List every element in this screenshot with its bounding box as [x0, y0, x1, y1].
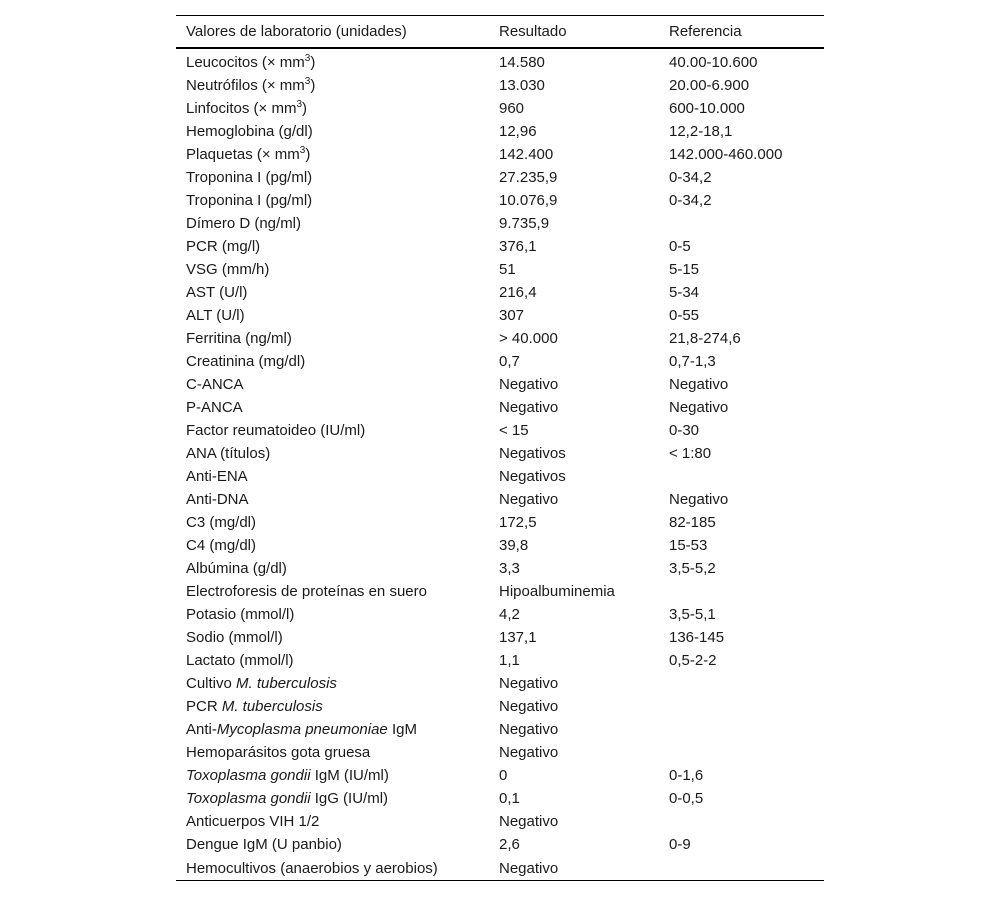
table-row [176, 626, 824, 649]
table-row [176, 488, 824, 511]
label-text: P-ANCA [186, 399, 243, 416]
table-row [176, 718, 824, 741]
table-row [176, 580, 824, 603]
lab-reference-range: 142.000-460.000 [669, 146, 783, 163]
lab-reference-range: 0,5-2-2 [669, 652, 717, 669]
lab-test-name [176, 327, 489, 350]
lab-result-value: Negativos [499, 445, 566, 462]
label-text: C3 (mg/dl) [186, 514, 257, 531]
italic-organism-name: Toxoplasma gondii [186, 790, 311, 807]
lab-test-name [176, 304, 489, 327]
lab-reference-range [659, 718, 824, 741]
lab-result-value: 10.076,9 [499, 192, 558, 209]
lab-result-value: 216,4 [499, 284, 537, 301]
lab-result-value: 0,1 [499, 790, 520, 807]
unit-superscript: 3 [304, 53, 311, 64]
label-text: AST (U/l) [186, 284, 248, 301]
table-row [176, 97, 824, 120]
table-row [176, 741, 824, 764]
lab-test-name [176, 626, 489, 649]
label-text: VSG (mm/h) [186, 261, 270, 278]
lab-test-name [176, 488, 489, 511]
lab-test-name [176, 787, 489, 810]
lab-reference-range: 0-1,6 [669, 767, 704, 784]
unit-superscript: 3 [296, 99, 303, 110]
lab-result-value: 376,1 [499, 238, 537, 255]
label-text: Lactato (mmol/l) [186, 652, 294, 669]
label-text: Potasio (mmol/l) [186, 606, 295, 623]
label-text: PCR [186, 698, 222, 715]
table-row [176, 48, 824, 74]
lab-result-value: Hipoalbuminemia [499, 583, 615, 600]
lab-test-name [176, 235, 489, 258]
label-text: ) [310, 77, 316, 94]
unit-superscript: 3 [299, 145, 306, 156]
label-text: Factor reumatoideo (IU/ml) [186, 422, 366, 439]
label-text: Ferritina (ng/ml) [186, 330, 292, 347]
lab-test-name [176, 350, 489, 373]
label-text: ) [305, 146, 311, 163]
lab-test-name [176, 833, 489, 856]
label-text: Albúmina (g/dl) [186, 560, 287, 577]
lab-result-value: Negativo [499, 376, 559, 393]
lab-result-value: 307 [499, 307, 525, 324]
label-text: Anti-DNA [186, 491, 249, 508]
lab-reference-range: 82-185 [669, 514, 716, 531]
label-text: Creatinina (mg/dl) [186, 353, 306, 370]
lab-result-value: Negativo [499, 675, 559, 692]
lab-test-name [176, 166, 489, 189]
label-text: IgM (IU/ml) [310, 767, 389, 784]
table-row [176, 350, 824, 373]
table-header-row [176, 16, 824, 49]
lab-result-value: Negativo [489, 856, 659, 881]
table-body [176, 48, 824, 881]
lab-reference-range [659, 580, 824, 603]
lab-result-value: 13.030 [499, 77, 545, 94]
lab-result-value: 4,2 [499, 606, 520, 623]
lab-result-value: 3,3 [499, 560, 520, 577]
lab-test-name [176, 465, 489, 488]
table-row [176, 235, 824, 258]
lab-reference-range [659, 672, 824, 695]
label-text: Anticuerpos VIH 1/2 [186, 813, 320, 830]
lab-test-name [176, 810, 489, 833]
lab-result-value: 9.735,9 [499, 215, 550, 232]
header-result: Resultado [499, 23, 567, 40]
lab-test-name [176, 534, 489, 557]
lab-test-name [176, 672, 489, 695]
lab-test-name [176, 718, 489, 741]
lab-reference-range [659, 212, 824, 235]
lab-values-table [176, 15, 824, 881]
lab-test-name [176, 442, 489, 465]
lab-reference-range: Negativo [669, 491, 729, 508]
label-text: Anti- [186, 721, 217, 738]
table-row [176, 212, 824, 235]
lab-result-value: < 15 [499, 422, 529, 439]
lab-test-name [176, 258, 489, 281]
lab-reference-range: < 1:80 [669, 445, 712, 462]
table-row [176, 810, 824, 833]
table-row [176, 419, 824, 442]
lab-result-value: 0,7 [499, 353, 520, 370]
label-text: ALT (U/l) [186, 307, 245, 324]
lab-reference-range [659, 695, 824, 718]
label-text: Dengue IgM (U panbio) [186, 836, 342, 853]
italic-organism-name: M. tuberculosis [221, 698, 323, 715]
label-text: Electroforesis de proteínas en suero [186, 583, 427, 600]
lab-reference-range: 20.00-6.900 [669, 77, 750, 94]
label-text: ANA (títulos) [186, 445, 271, 462]
lab-test-name [176, 695, 489, 718]
lab-test-name [176, 603, 489, 626]
lab-test-name [176, 856, 489, 881]
lab-reference-range: 136-145 [669, 629, 725, 646]
table-row [176, 833, 824, 856]
label-text: Sodio (mmol/l) [186, 629, 283, 646]
lab-test-name [176, 511, 489, 534]
table-row [176, 120, 824, 143]
lab-test-name [176, 373, 489, 396]
lab-result-value: 142.400 [499, 146, 554, 163]
label-text: Leucocitos (× mm [186, 54, 305, 71]
lab-result-value: 172,5 [499, 514, 537, 531]
table-row [176, 143, 824, 166]
table-row [176, 189, 824, 212]
lab-reference-range: 5-15 [669, 261, 700, 278]
lab-test-name [176, 419, 489, 442]
lab-test-name [176, 74, 489, 97]
italic-organism-name: Toxoplasma gondii [186, 767, 311, 784]
lab-test-name [176, 120, 489, 143]
lab-result-value: 14.580 [499, 54, 545, 71]
lab-test-name [176, 396, 489, 419]
lab-result-value: 12,96 [499, 123, 537, 140]
lab-result-value: 0 [499, 767, 508, 784]
lab-result-value: 1,1 [499, 652, 520, 669]
lab-test-name [176, 281, 489, 304]
lab-reference-range [659, 856, 824, 881]
lab-reference-range [659, 465, 824, 488]
lab-reference-range: 0-30 [669, 422, 700, 439]
table-row [176, 672, 824, 695]
lab-result-value: Negativos [499, 468, 566, 485]
lab-reference-range: 0-55 [669, 307, 700, 324]
lab-result-value: Negativo [499, 491, 559, 508]
label-text: Hemoglobina (g/dl) [186, 123, 313, 140]
lab-result-value: 2,6 [499, 836, 520, 853]
header-lab-values: Valores de laboratorio (unidades) [186, 23, 407, 40]
label-text: Hemocultivos (anaerobios y aerobios) [186, 859, 438, 877]
lab-reference-range: 3,5-5,1 [669, 606, 716, 623]
lab-test-name [176, 741, 489, 764]
lab-result-value: Negativo [499, 698, 559, 715]
table-row [176, 511, 824, 534]
lab-reference-range: 0-9 [669, 836, 691, 853]
lab-result-value: 137,1 [499, 629, 537, 646]
label-text: IgG (IU/ml) [310, 790, 389, 807]
lab-reference-range [659, 741, 824, 764]
lab-reference-range: 0,7-1,3 [669, 353, 716, 370]
table-row [176, 695, 824, 718]
lab-reference-range: 21,8-274,6 [669, 330, 741, 347]
lab-test-name [176, 189, 489, 212]
lab-test-name [176, 557, 489, 580]
table-row [176, 258, 824, 281]
lab-test-name [176, 580, 489, 603]
label-text: Cultivo [186, 675, 237, 692]
table-row [176, 856, 824, 881]
table-row [176, 764, 824, 787]
table-row [176, 166, 824, 189]
table-row [176, 534, 824, 557]
lab-reference-range: 5-34 [669, 284, 700, 301]
lab-test-name [176, 212, 489, 235]
table-row [176, 787, 824, 810]
lab-result-value: 39,8 [499, 537, 529, 554]
table-row [176, 74, 824, 97]
table-row [176, 557, 824, 580]
table-row [176, 396, 824, 419]
label-text: C-ANCA [186, 376, 244, 393]
lab-result-value: Negativo [499, 399, 559, 416]
label-text: ) [302, 100, 308, 117]
table-row [176, 327, 824, 350]
lab-result-value: Negativo [499, 721, 559, 738]
lab-test-name [176, 48, 489, 74]
table-row [176, 603, 824, 626]
lab-reference-range: 3,5-5,2 [669, 560, 716, 577]
lab-reference-range: 0-0,5 [669, 790, 704, 807]
label-text: Anti-ENA [186, 468, 248, 485]
lab-result-value: 51 [499, 261, 516, 278]
table-row [176, 281, 824, 304]
lab-result-value: Negativo [499, 813, 559, 830]
lab-reference-range [659, 810, 824, 833]
lab-reference-range: 0-5 [669, 238, 691, 255]
italic-organism-name: M. tuberculosis [236, 675, 337, 692]
table-row [176, 304, 824, 327]
lab-reference-range: 0-34,2 [669, 169, 712, 186]
table-row [176, 442, 824, 465]
lab-result-value: > 40.000 [499, 330, 558, 347]
lab-test-name [176, 764, 489, 787]
lab-reference-range: 40.00-10.600 [669, 54, 758, 71]
label-text: Hemoparásitos gota gruesa [186, 744, 371, 761]
label-text: ) [310, 54, 316, 71]
table-row [176, 649, 824, 672]
lab-test-name [176, 143, 489, 166]
header-reference: Referencia [669, 23, 742, 40]
label-text: Troponina I (pg/ml) [186, 192, 313, 209]
lab-test-name [176, 649, 489, 672]
label-text: Troponina I (pg/ml) [186, 169, 313, 186]
lab-reference-range: 0-34,2 [669, 192, 712, 209]
lab-reference-range: 15-53 [669, 537, 708, 554]
label-text: PCR (mg/l) [186, 238, 261, 255]
label-text: Dímero D (ng/ml) [186, 215, 302, 232]
lab-test-name [176, 97, 489, 120]
table-row [176, 373, 824, 396]
lab-result-value: 27.235,9 [499, 169, 558, 186]
table-row [176, 465, 824, 488]
lab-reference-range: 12,2-18,1 [669, 123, 733, 140]
label-text: IgM [387, 721, 417, 738]
lab-values-table-container [176, 15, 824, 881]
lab-reference-range: Negativo [669, 376, 729, 393]
lab-reference-range: 600-10.000 [669, 100, 745, 117]
label-text: Linfocitos (× mm [186, 100, 297, 117]
lab-result-value: Negativo [499, 744, 559, 761]
unit-superscript: 3 [304, 76, 311, 87]
label-text: C4 (mg/dl) [186, 537, 257, 554]
lab-result-value: 960 [499, 100, 525, 117]
lab-reference-range: Negativo [669, 399, 729, 416]
label-text: Neutrófilos (× mm [186, 77, 305, 94]
label-text: Plaquetas (× mm [186, 146, 300, 163]
italic-organism-name: Mycoplasma pneumoniae [216, 721, 388, 738]
